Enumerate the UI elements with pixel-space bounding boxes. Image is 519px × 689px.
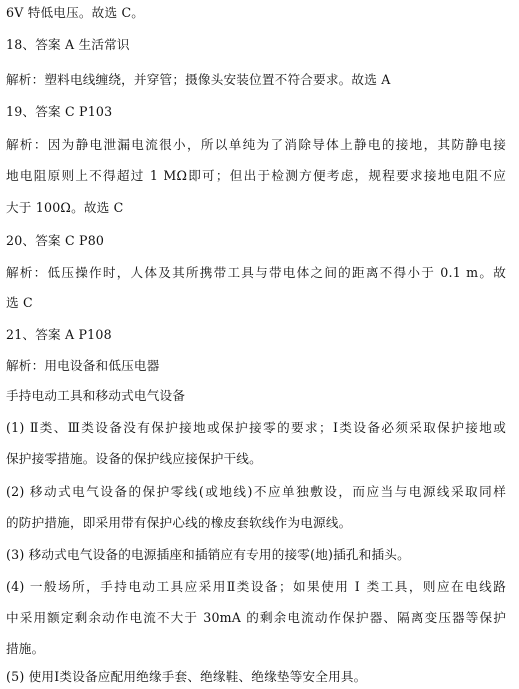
- item-1-line-1: (1) Ⅱ类、Ⅲ类设备没有保护接地或保护接零的要求；Ⅰ类设备必须采取保护接地或: [6, 420, 506, 435]
- text-line-continuation: 6V 特低电压。故选 C。: [6, 5, 145, 20]
- item-5-line-1: (5) 使用Ⅰ类设备应配用绝缘手套、绝缘鞋、绝缘垫等安全用具。: [6, 669, 367, 684]
- answer-21-explanation-line-1: 解析：用电设备和低压电器: [6, 358, 160, 373]
- answer-20-explanation-line-1: 解析：低压操作时，人体及其所携带工具与带电体之间的距离不得小于 0.1 m。故: [6, 265, 506, 280]
- answer-19-explanation-line-1: 解析：因为静电泄漏电流很小，所以单纯为了消除导体上静电的接地，其防静电接: [6, 137, 506, 152]
- answer-18-heading: 18、答案 A 生活常识: [6, 37, 130, 52]
- answer-21-heading: 21、答案 A P108: [6, 327, 112, 342]
- answer-19-explanation-line-3: 大于 100Ω。故选 C: [6, 200, 124, 215]
- answer-20-heading: 20、答案 C P80: [6, 233, 105, 248]
- answer-19-heading: 19、答案 C P103: [6, 104, 113, 119]
- item-1-line-2: 保护接零措施。设备的保护线应接保护干线。: [6, 451, 262, 466]
- item-2-line-1: (2) 移动式电气设备的保护零线(或地线)不应单独敷设，而应当与电源线采取同样: [6, 484, 506, 499]
- item-2-line-2: 的防护措施，即采用带有保护心线的橡皮套软线作为电源线。: [6, 515, 352, 530]
- item-3-line-1: (3) 移动式电气设备的电源插座和插销应有专用的接零(地)插孔和插头。: [6, 547, 410, 562]
- item-4-line-1: (4) 一般场所，手持电动工具应采用Ⅱ类设备；如果使用 Ⅰ 类工具，则应在电线路: [6, 579, 506, 594]
- item-4-line-2: 中采用额定剩余动作电流不大于 30mA 的剩余电流动作保护器、隔离变压器等保护: [6, 610, 506, 625]
- section-subheading: 手持电动工具和移动式电气设备: [6, 388, 186, 403]
- item-4-line-3: 措施。: [6, 641, 45, 656]
- answer-20-explanation-line-2: 选 C: [6, 295, 33, 310]
- answer-18-explanation: 解析：塑料电线缠绕，并穿管；摄像头安装位置不符合要求。故选 A: [6, 72, 391, 87]
- answer-19-explanation-line-2: 地电阻原则上不得超过 1 MΩ即可；但出于检测方便考虑，规程要求接地电阻不应: [6, 168, 506, 183]
